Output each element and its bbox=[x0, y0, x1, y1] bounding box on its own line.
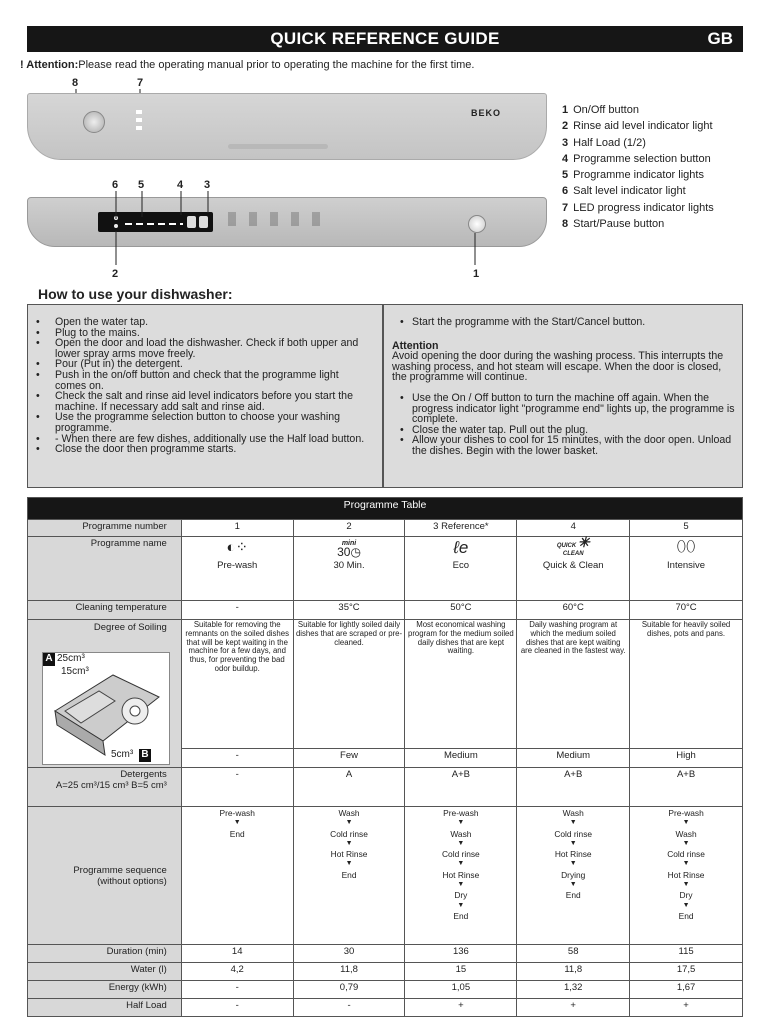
quick-clean-icon: QUICK ✳ CLEAN bbox=[556, 534, 590, 557]
callout-4: 4 bbox=[177, 179, 184, 191]
table-cell: 35°C bbox=[293, 601, 405, 620]
callout-3: 3 bbox=[204, 179, 211, 191]
table-cell: A bbox=[293, 768, 405, 807]
list-item: • - When there are few dishes, additionally use the Half load button. bbox=[28, 434, 370, 445]
panel-legend bbox=[562, 102, 714, 232]
table-cell: 3 Reference* bbox=[405, 520, 517, 537]
table-cell: 4,2 bbox=[181, 963, 293, 981]
table-cell: + bbox=[630, 999, 743, 1017]
row-label: Detergents A=25 cm³/15 cm³ B=5 cm³ bbox=[28, 768, 182, 807]
table-cell: Daily washing program at which the medium soiled dishes that are kept waiting are cleaned in the fastest way. bbox=[517, 620, 630, 749]
table-cell: 1,67 bbox=[630, 981, 743, 999]
instructions-right bbox=[383, 304, 743, 488]
table-cell: 70°C bbox=[630, 601, 743, 620]
list-item: • Check the salt and rinse aid level indicators before you start the machine. If necessary add salt and rinse aid. bbox=[28, 391, 370, 412]
legend-item: 5 Programme indicator lights bbox=[562, 169, 704, 182]
instructions-left bbox=[27, 304, 383, 488]
table-cell: 4 bbox=[517, 520, 630, 537]
attention-text: Please read the operating manual prior to operating the machine for the first time. bbox=[78, 59, 475, 71]
table-cell: 115 bbox=[630, 945, 743, 963]
sequence-cell: Pre-wash ▼ End bbox=[181, 807, 293, 945]
list-item: • Plug to the mains. bbox=[28, 328, 370, 339]
soiling-label-cell bbox=[28, 620, 182, 768]
sequence-cell: Pre-wash ▼ Wash ▼ Cold rinse ▼ Hot Rinse ▼ Dry ▼ End bbox=[405, 807, 517, 945]
table-cell: Medium bbox=[517, 749, 630, 768]
compartment-a-volume-small: 15cm³ bbox=[61, 666, 89, 677]
led-progress-lights bbox=[136, 110, 142, 134]
table-cell: 2 bbox=[293, 520, 405, 537]
table-cell: 50°C bbox=[405, 601, 517, 620]
table-cell: Suitable for lightly soiled daily dishes that are scraped or pre-cleaned. bbox=[293, 620, 405, 749]
attention-note bbox=[20, 59, 474, 71]
detergent-dispenser-figure bbox=[42, 652, 170, 765]
legend-item: 3 Half Load (1/2) bbox=[562, 136, 646, 149]
row-label: Programme sequence (without options) bbox=[28, 807, 182, 945]
mini30-icon: mini 30◷ bbox=[337, 540, 361, 559]
legend-item: 6 Salt level indicator light bbox=[562, 185, 686, 198]
legend-item: 8 Start/Pause button bbox=[562, 218, 665, 231]
intensive-icon: ⬯⬯ bbox=[676, 538, 696, 555]
start-pause-button[interactable] bbox=[83, 111, 105, 133]
table-cell: 0,79 bbox=[293, 981, 405, 999]
legend-item: 2 Rinse aid level indicator light bbox=[562, 120, 713, 133]
page-header bbox=[27, 26, 743, 52]
list-item: • Pour (Put in) the detergent. bbox=[28, 359, 370, 370]
table-cell: A+B bbox=[517, 768, 630, 807]
callout-8: 8 bbox=[72, 77, 79, 89]
table-cell: ⬯⬯ Intensive bbox=[630, 537, 743, 601]
table-cell: Medium bbox=[405, 749, 517, 768]
table-cell: 58 bbox=[517, 945, 630, 963]
compartment-a-volume: 25cm³ bbox=[57, 653, 85, 664]
callout-5: 5 bbox=[138, 179, 145, 191]
table-cell: 136 bbox=[405, 945, 517, 963]
table-cell: - bbox=[181, 999, 293, 1017]
table-cell: High bbox=[630, 749, 743, 768]
door-handle bbox=[228, 144, 328, 149]
list-item: • Open the door and load the dishwasher. Check if both upper and lower spray arms move freely. bbox=[28, 338, 370, 359]
row-label: Half Load bbox=[28, 999, 182, 1017]
row-label: Duration (min) bbox=[28, 945, 182, 963]
table-cell: Suitable for removing the remnants on the soiled dishes that will be kept waiting in the machine for a few days, and thus, for preventing the bad odor buildup. bbox=[181, 620, 293, 749]
table-cell: 5 bbox=[630, 520, 743, 537]
table-cell: mini 30◷ 30 Min. bbox=[293, 537, 405, 601]
table-cell: ℓe Eco bbox=[405, 537, 517, 601]
table-cell: Most economical washing program for the medium soiled daily dishes that are kept waiting. bbox=[405, 620, 517, 749]
attention-paragraph: Avoid opening the door during the washing process. This interrupts the washing process, and hot steam will escape. When the door is closed, the programme will continue. bbox=[392, 350, 724, 384]
table-cell: 1,32 bbox=[517, 981, 630, 999]
table-cell: ◐⁘ Pre-wash bbox=[181, 537, 293, 601]
callout-2: 2 bbox=[112, 268, 119, 280]
list-item: • Start the programme with the Start/Cancel button. bbox=[392, 317, 736, 328]
row-label: Water (l) bbox=[28, 963, 182, 981]
brand-logo: BEKO bbox=[471, 108, 502, 118]
page-title: QUICK REFERENCE GUIDE bbox=[270, 29, 500, 48]
programme-table bbox=[27, 497, 743, 1017]
table-cell: A+B bbox=[630, 768, 743, 807]
sequence-cell: Pre-wash ▼ Wash ▼ Cold rinse ▼ Hot Rinse ▼ Dry ▼ End bbox=[630, 807, 743, 945]
table-cell: 17,5 bbox=[630, 963, 743, 981]
list-item: • Open the water tap. bbox=[28, 317, 370, 328]
callout-7: 7 bbox=[137, 77, 144, 89]
table-cell: - bbox=[181, 768, 293, 807]
table-cell: 11,8 bbox=[293, 963, 405, 981]
callout-6: 6 bbox=[112, 179, 119, 191]
table-cell: Suitable for heavily soiled dishes, pots and pans. bbox=[630, 620, 743, 749]
list-item: • Use the programme selection button to choose your washing programme. bbox=[28, 412, 370, 433]
compartment-a-badge: A bbox=[43, 653, 55, 666]
list-item: • Close the water tap. Pull out the plug. bbox=[392, 425, 736, 436]
callout-lines-bottom bbox=[110, 191, 490, 271]
eco-icon: ℓe bbox=[453, 538, 469, 557]
prewash-icon: ◐⁘ bbox=[226, 539, 249, 556]
control-panel-top bbox=[27, 93, 547, 160]
attention-heading: Attention bbox=[392, 339, 439, 352]
compartment-b-volume: 5cm³ bbox=[111, 749, 134, 760]
sequence-cell: Wash ▼ Cold rinse ▼ Hot Rinse ▼ Drying ▼ End bbox=[517, 807, 630, 945]
callout-1: 1 bbox=[473, 268, 480, 280]
table-cell: 11,8 bbox=[517, 963, 630, 981]
list-item: • Use the On / Off button to turn the machine off again. When the progress indicator light "programme end" lights up, the programme is complete. bbox=[392, 393, 736, 425]
table-cell: 60°C bbox=[517, 601, 630, 620]
table-cell: QUICK ✳ CLEAN Quick & Clean bbox=[517, 537, 630, 601]
table-cell: A+B bbox=[405, 768, 517, 807]
row-label: Cleaning temperature bbox=[28, 601, 182, 620]
row-label: Degree of Soiling bbox=[93, 622, 167, 633]
sequence-cell: Wash ▼ Cold rinse ▼ Hot Rinse ▼ End bbox=[293, 807, 405, 945]
legend-item: 4 Programme selection button bbox=[562, 152, 711, 165]
table-cell: - bbox=[181, 981, 293, 999]
table-title: Programme Table bbox=[28, 498, 743, 520]
list-item: • Allow your dishes to cool for 15 minutes, with the door open. Unload the dishes. Begin with the lower basket. bbox=[392, 435, 736, 456]
table-cell: 15 bbox=[405, 963, 517, 981]
table-cell: - bbox=[293, 999, 405, 1017]
table-cell: 30 bbox=[293, 945, 405, 963]
table-cell: 1 bbox=[181, 520, 293, 537]
table-cell: 14 bbox=[181, 945, 293, 963]
table-cell: - bbox=[181, 601, 293, 620]
language-code: GB bbox=[707, 29, 733, 48]
table-cell: Few bbox=[293, 749, 405, 768]
attention-label: ! Attention: bbox=[20, 59, 79, 71]
legend-item: 1 On/Off button bbox=[562, 104, 639, 116]
row-label: Programme name bbox=[28, 537, 182, 601]
list-item: • Close the door then programme starts. bbox=[28, 444, 370, 455]
table-cell: + bbox=[405, 999, 517, 1017]
row-label: Energy (kWh) bbox=[28, 981, 182, 999]
row-label: Programme number bbox=[28, 520, 182, 537]
table-cell: - bbox=[181, 749, 293, 768]
howto-heading: How to use your dishwasher: bbox=[38, 286, 233, 302]
table-cell: 1,05 bbox=[405, 981, 517, 999]
legend-item: 7 LED progress indicator lights bbox=[562, 201, 714, 214]
list-item: • Push in the on/off button and check that the programme light comes on. bbox=[28, 370, 370, 391]
table-cell: + bbox=[517, 999, 630, 1017]
compartment-b-badge: B bbox=[139, 749, 151, 762]
